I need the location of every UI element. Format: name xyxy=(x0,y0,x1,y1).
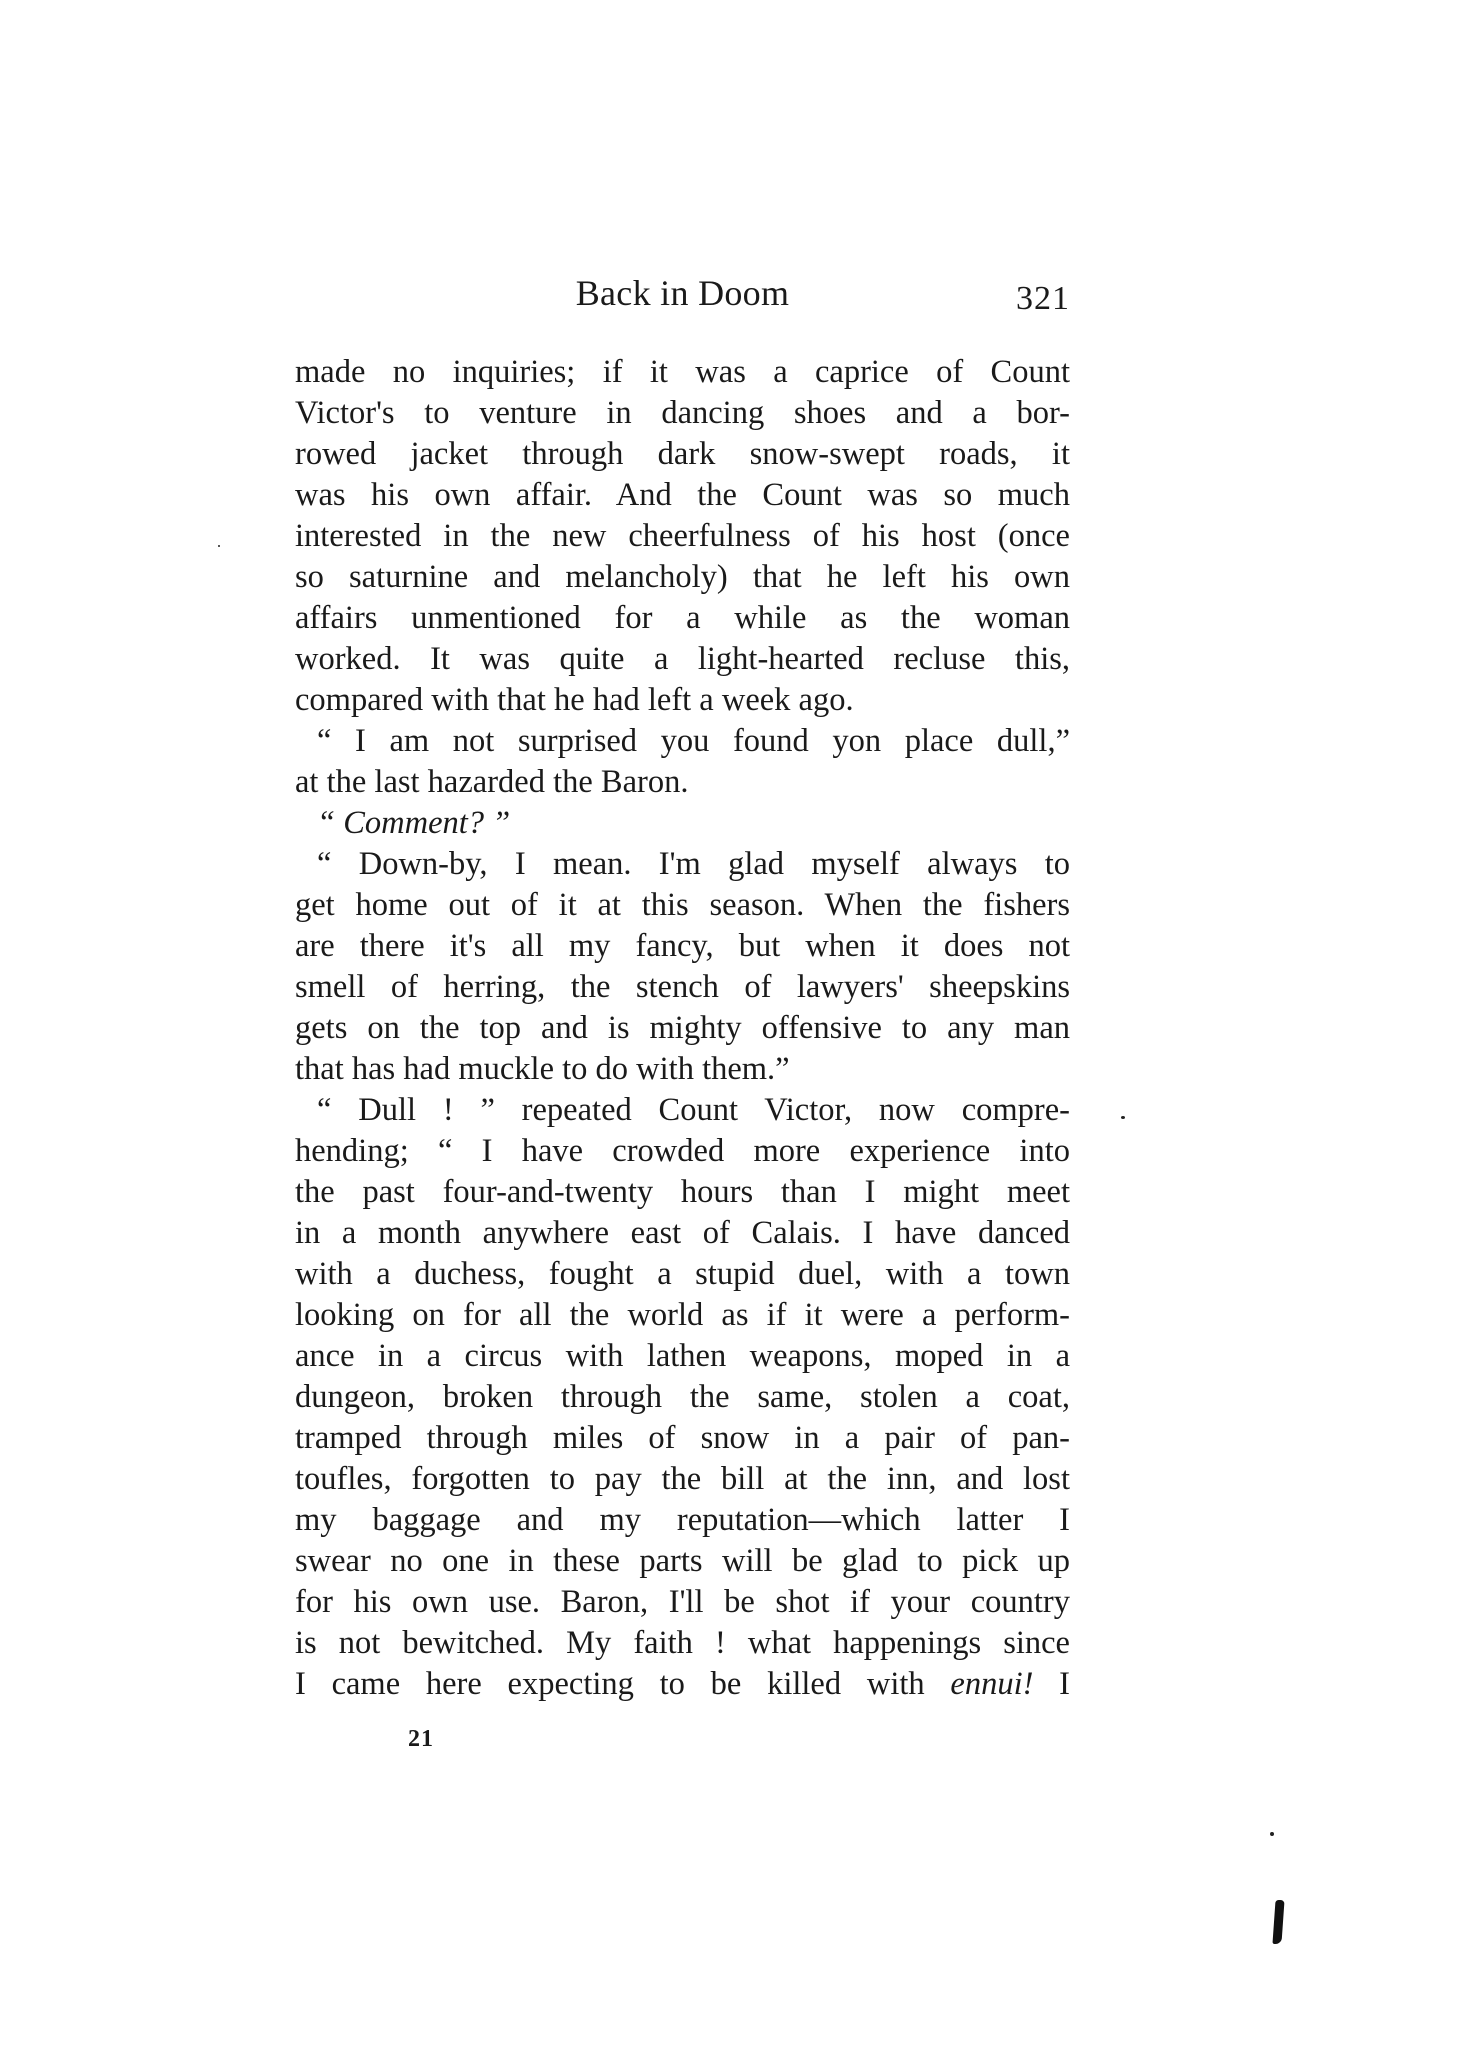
running-head xyxy=(295,268,1070,318)
text-line: toufles, forgotten to pay the bill at the inn, and lost xyxy=(295,1461,1070,1497)
text-line: my baggage and my reputation—which latter I xyxy=(295,1502,1070,1538)
text-line: is not bewitched. My faith ! what happenings since xyxy=(295,1625,1070,1661)
text-line: was his own affair. And the Count was so much xyxy=(295,477,1070,513)
text-line: are there it's all my fancy, but when it does not xyxy=(295,928,1070,964)
body-text xyxy=(295,352,1070,1705)
printer-signature-mark: 21 xyxy=(408,1726,434,1752)
text-line: smell of herring, the stench of lawyers' sheepskins xyxy=(295,969,1070,1005)
final-line-start: I came here expecting to be killed with xyxy=(295,1666,925,1702)
text-line: at the last hazarded the Baron. xyxy=(295,764,689,800)
text-line: made no inquiries; if it was a caprice of Count xyxy=(295,354,1070,390)
page-number: 321 xyxy=(1016,280,1070,317)
comment-italic: “ Comment? ” xyxy=(317,805,511,841)
text-line: Victor's to venture in dancing shoes and a bor- xyxy=(295,395,1070,431)
text-line: “ I am not surprised you found yon place dull,” xyxy=(317,723,1070,759)
text-line: ance in a circus with lathen weapons, moped in a xyxy=(295,1338,1070,1374)
text-line: gets on the top and is mighty offensive to any man xyxy=(295,1010,1070,1046)
text-line: tramped through miles of snow in a pair of pan- xyxy=(295,1420,1070,1456)
scan-speck xyxy=(218,545,220,547)
text-line: affairs unmentioned for a while as the woman xyxy=(295,600,1070,636)
text-line: interested in the new cheerfulness of his host (once xyxy=(295,518,1070,554)
text-line: worked. It was quite a light-hearted recluse this, xyxy=(295,641,1070,677)
text-line: that has had muckle to do with them.” xyxy=(295,1051,790,1087)
text-line: “ Down-by, I mean. I'm glad myself always to xyxy=(317,846,1070,882)
text-line: with a duchess, fought a stupid duel, with a town xyxy=(295,1256,1070,1292)
text-line: compared with that he had left a week ago. xyxy=(295,682,854,718)
scan-speck xyxy=(1270,1832,1274,1836)
scan-edge-mark xyxy=(1272,1900,1284,1944)
ennui-italic: ennui! xyxy=(950,1666,1034,1702)
text-line: swear no one in these parts will be glad to pick up xyxy=(295,1543,1070,1579)
text-line: get home out of it at this season. When the fishers xyxy=(295,887,1070,923)
text-line: hending; “ I have crowded more experience into xyxy=(295,1133,1070,1169)
text-line-final xyxy=(295,1664,1070,1705)
text-line: the past four-and-twenty hours than I might meet xyxy=(295,1174,1070,1210)
text-line: so saturnine and melancholy) that he left his own xyxy=(295,559,1070,595)
text-line: for his own use. Baron, I'll be shot if your country xyxy=(295,1584,1070,1620)
text-line: “ Dull ! ” repeated Count Victor, now compre- xyxy=(317,1092,1070,1128)
text-line: dungeon, broken through the same, stolen a coat, xyxy=(295,1379,1070,1415)
text-line-italic xyxy=(295,803,1070,844)
scan-speck xyxy=(1121,1116,1125,1119)
text-line: looking on for all the world as if it were a perform- xyxy=(295,1297,1070,1333)
text-line: in a month anywhere east of Calais. I have danced xyxy=(295,1215,1070,1251)
final-line-end: I xyxy=(1059,1666,1070,1702)
running-title: Back in Doom xyxy=(575,273,790,313)
text-line: rowed jacket through dark snow-swept roads, it xyxy=(295,436,1070,472)
